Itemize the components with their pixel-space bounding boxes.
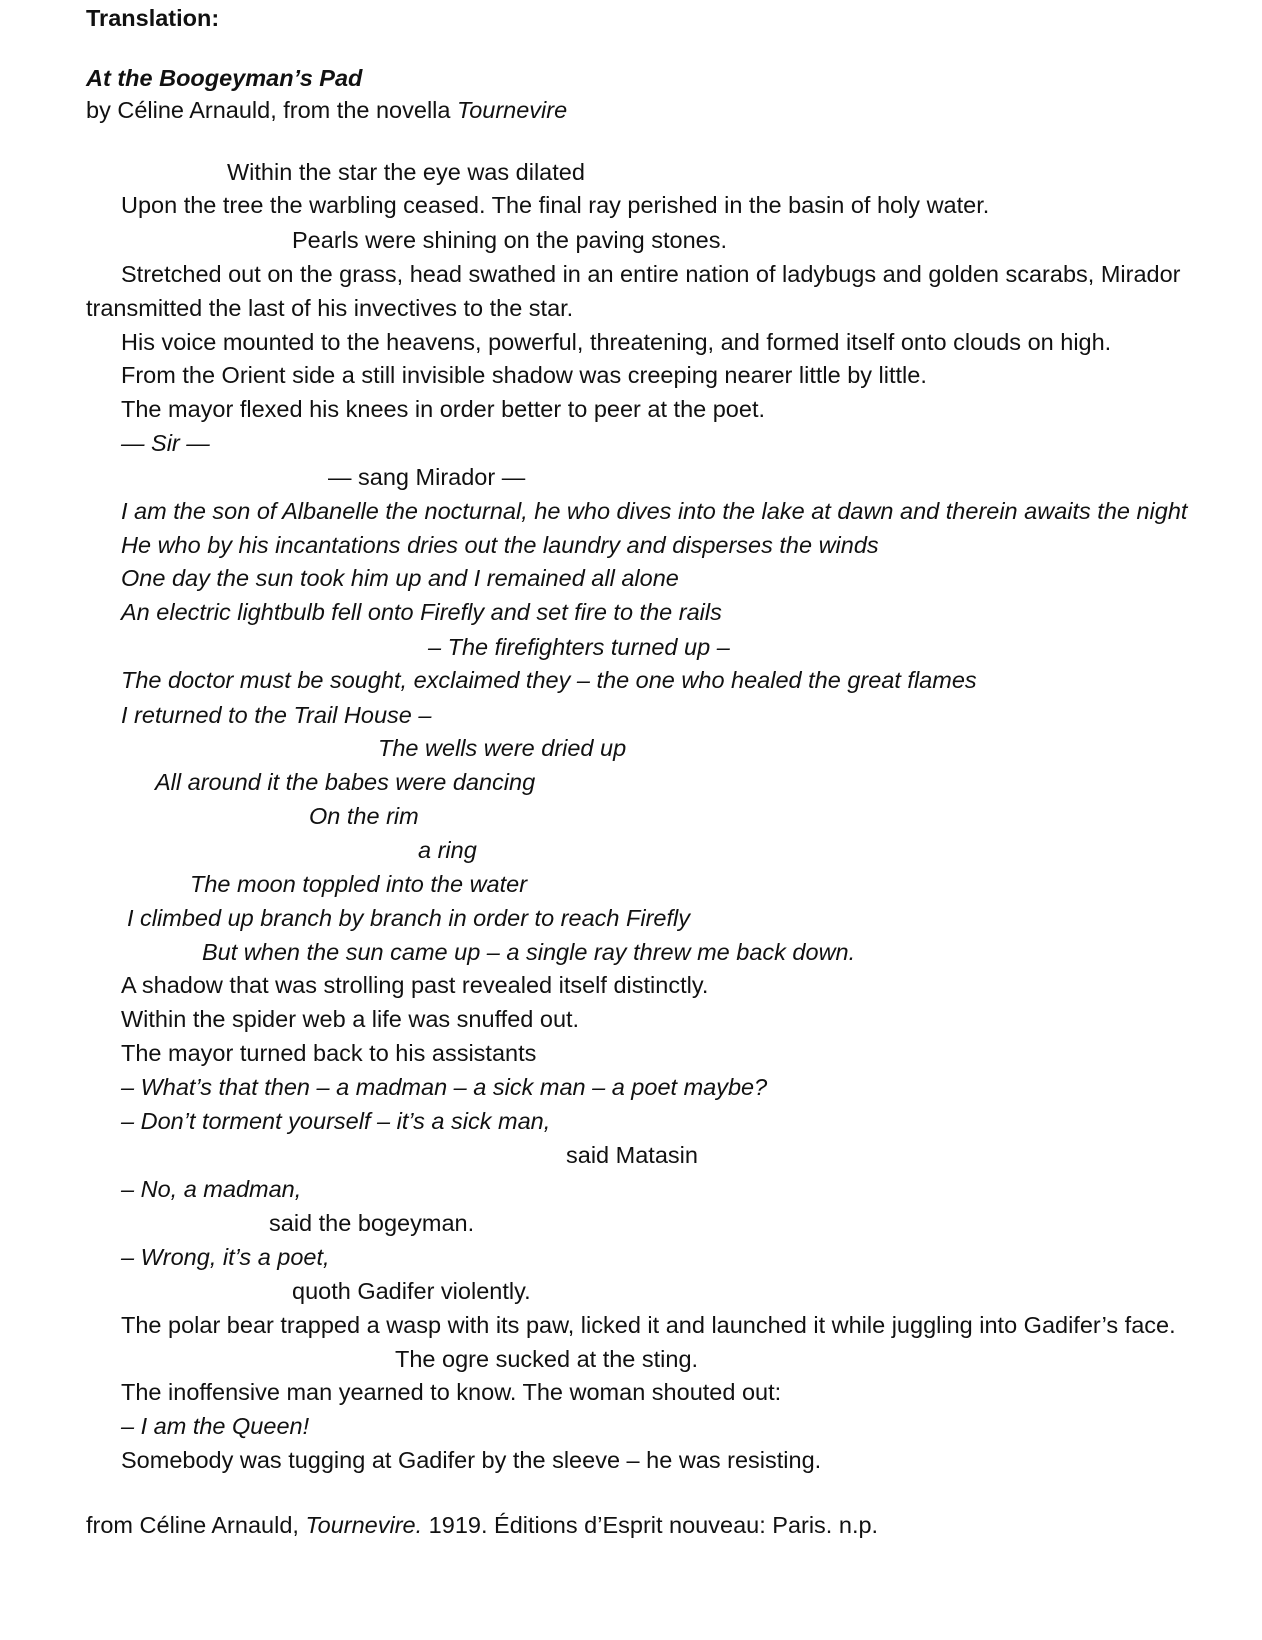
poem-line: All around it the babes were dancing xyxy=(155,769,536,795)
poem-line: — Sir — xyxy=(121,430,210,456)
source-prefix: from Céline Arnauld, xyxy=(86,1512,306,1538)
poem-line: said the bogeyman. xyxy=(269,1210,475,1236)
poem-line: I am the son of Albanelle the nocturnal, he who dives into the lake at dawn and therein awaits the night xyxy=(121,498,1188,524)
poem-line: Within the spider web a life was snuffed out. xyxy=(121,1006,580,1032)
poem-line: The mayor flexed his knees in order better to peer at the poet. xyxy=(121,396,766,422)
poem-line: I climbed up branch by branch in order to reach Firefly xyxy=(127,905,690,931)
poem-title: At the Boogeyman’s Pad xyxy=(86,65,363,91)
poem-line: transmitted the last of his invectives to the star. xyxy=(86,295,574,321)
source-citation xyxy=(86,1510,878,1540)
poem-line: On the rim xyxy=(309,803,419,829)
poem-line: Stretched out on the grass, head swathed in an entire nation of ladybugs and golden scarabs, Mirador xyxy=(121,261,1181,287)
byline xyxy=(86,95,567,125)
poem-line: – What’s that then – a madman – a sick man – a poet maybe? xyxy=(121,1074,768,1100)
poem-line: The doctor must be sought, exclaimed they – the one who healed the great flames xyxy=(121,667,977,693)
poem-line: Upon the tree the warbling ceased. The final ray perished in the basin of holy water. xyxy=(121,192,990,218)
poem-line: said Matasin xyxy=(566,1142,698,1168)
poem-line: The inoffensive man yearned to know. The woman shouted out: xyxy=(121,1379,782,1405)
poem-line: His voice mounted to the heavens, powerful, threatening, and formed itself onto clouds on high. xyxy=(121,329,1112,355)
source-work-title: Tournevire. xyxy=(305,1512,423,1538)
poem-line: quoth Gadifer violently. xyxy=(292,1278,531,1304)
poem-line: – Wrong, it’s a poet, xyxy=(121,1244,330,1270)
poem-line: The wells were dried up xyxy=(378,735,627,761)
poem-line: a ring xyxy=(418,837,477,863)
poem-line: The ogre sucked at the sting. xyxy=(395,1346,699,1372)
byline-prefix: by Céline Arnauld, from the novella xyxy=(86,97,457,123)
poem-line: The mayor turned back to his assistants xyxy=(121,1040,537,1066)
poem-line: The moon toppled into the water xyxy=(190,871,528,897)
poem-line: – No, a madman, xyxy=(121,1176,302,1202)
poem-line: Pearls were shining on the paving stones. xyxy=(292,227,728,253)
poem-line: From the Orient side a still invisible shadow was creeping nearer little by little. xyxy=(121,362,927,388)
poem-line: But when the sun came up – a single ray threw me back down. xyxy=(202,939,856,965)
poem-line: I returned to the Trail House – xyxy=(121,702,432,728)
source-suffix: 1919. Éditions d’Esprit nouveau: Paris. n.p. xyxy=(422,1512,879,1538)
translation-heading: Translation: xyxy=(86,5,220,31)
byline-work-title: Tournevire xyxy=(457,97,568,123)
poem-line: – Don’t torment yourself – it’s a sick man, xyxy=(121,1108,551,1134)
poem-line: Within the star the eye was dilated xyxy=(227,159,585,185)
poem-line: – I am the Queen! xyxy=(121,1413,310,1439)
poem-line: — sang Mirador — xyxy=(328,464,526,490)
poem-line: An electric lightbulb fell onto Firefly and set fire to the rails xyxy=(121,599,722,625)
poem-line: Somebody was tugging at Gadifer by the sleeve – he was resisting. xyxy=(121,1447,822,1473)
poem-line: – The firefighters turned up – xyxy=(428,634,730,660)
poem-line: He who by his incantations dries out the laundry and disperses the winds xyxy=(121,532,879,558)
poem-line: A shadow that was strolling past revealed itself distinctly. xyxy=(121,972,709,998)
poem-line: One day the sun took him up and I remained all alone xyxy=(121,565,679,591)
poem-line: The polar bear trapped a wasp with its paw, licked it and launched it while juggling into Gadifer’s face. xyxy=(121,1312,1176,1338)
